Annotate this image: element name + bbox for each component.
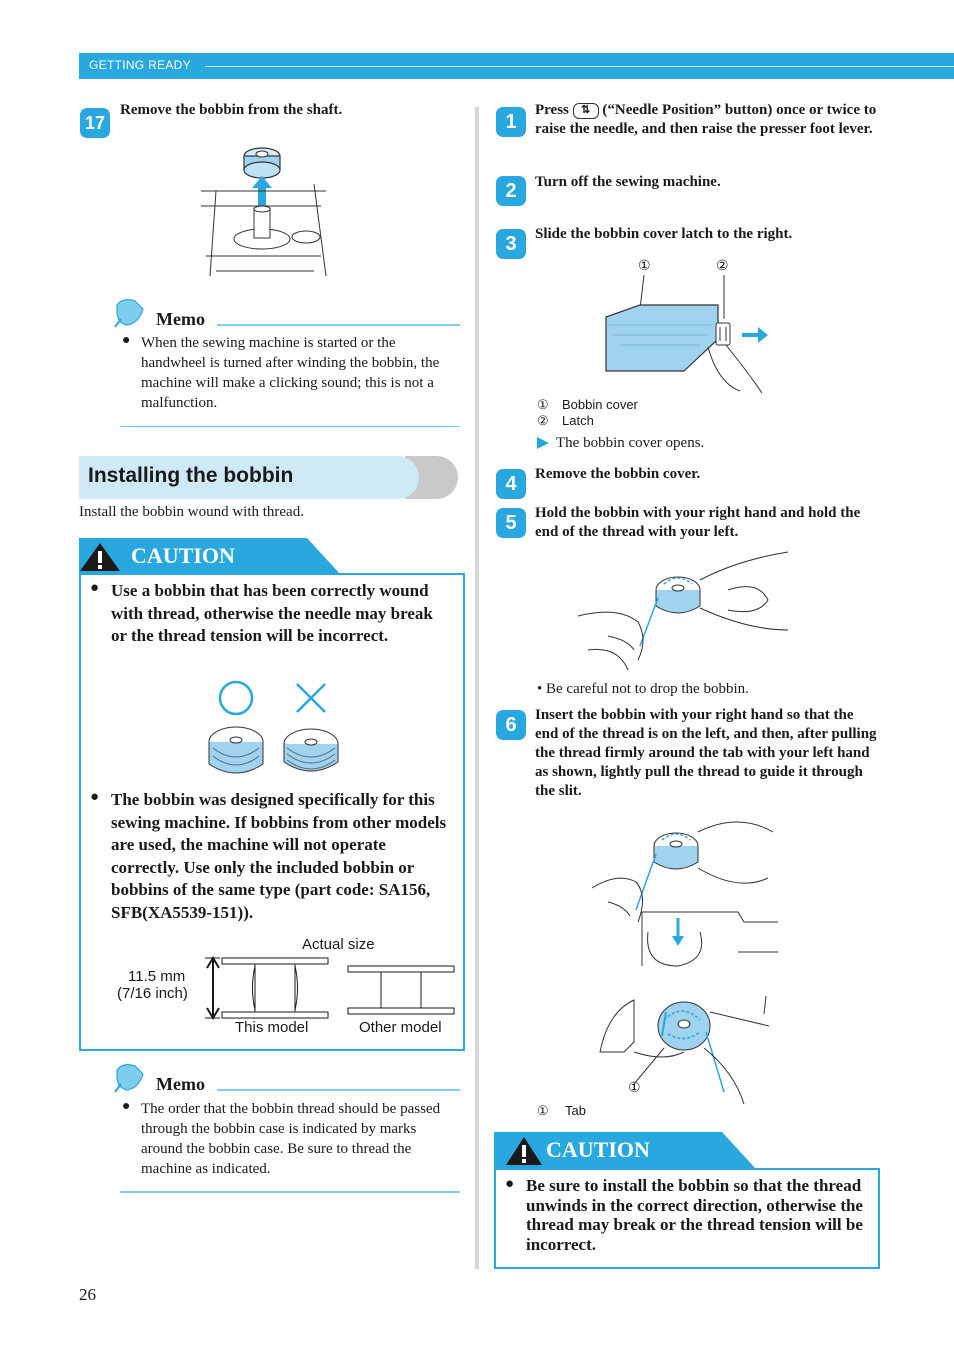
bullet-dot: ● xyxy=(505,1176,515,1192)
memo-icon xyxy=(113,297,147,329)
step-1-text-a: Press xyxy=(535,102,569,118)
step-5-note: • Be careful not to drop the bobbin. xyxy=(537,681,749,697)
callout-2: ② xyxy=(716,257,729,273)
step-number-1: 1 xyxy=(496,107,526,137)
legend-6-mark: ① xyxy=(537,1103,549,1118)
insert-bobbin-illustration xyxy=(588,812,778,972)
bullet-dot: ● xyxy=(122,333,131,348)
step-number-6: 6 xyxy=(496,710,526,740)
legend-3-label-2: Latch xyxy=(562,413,594,428)
caution-item-2: The bobbin was designed specifically for this sewing machine. If bobbins from other models are used, the machine will not operate correctly. Use only the included bobbin or bobbins of the same type (part code: SA156, SFB(XA5539-151)). xyxy=(111,790,447,922)
memo-2-text: The order that the bobbin thread should be passed through the bobbin case is indicated by marks around the bobbin case. Be sure to thread the machine as indicated. xyxy=(141,1101,441,1177)
bobbin-size-comparison xyxy=(200,954,460,1024)
step-2-text: Turn off the sewing machine. xyxy=(535,174,721,190)
step-5-text: Hold the bobbin with your right hand and hold the end of the thread with your left. xyxy=(535,505,861,540)
callout-1: ① xyxy=(638,257,651,273)
section-intro: Install the bobbin wound with thread. xyxy=(79,504,304,520)
result-arrow-icon xyxy=(537,437,549,449)
caution-2-item-1: Be sure to install the bobbin so that the thread unwinds in the correct direction, otherwise the thread may break or the thread tension will be incorrect. xyxy=(526,1176,863,1254)
header-rule xyxy=(205,66,954,67)
caution-title: CAUTION xyxy=(546,1137,650,1162)
caution-title: CAUTION xyxy=(131,543,235,568)
this-model-label: This model xyxy=(235,1019,309,1036)
actual-size-label: Actual size xyxy=(302,936,375,953)
memo-icon xyxy=(113,1062,147,1094)
bobbin-shaft-illustration xyxy=(196,136,336,282)
legend-3-mark-1: ① xyxy=(537,397,549,412)
memo-end-rule xyxy=(120,426,460,427)
step-number-2: 2 xyxy=(496,176,526,206)
section-title: Installing the bobbin xyxy=(88,464,294,487)
step-17-text: Remove the bobbin from the shaft. xyxy=(120,102,343,118)
page-number: 26 xyxy=(79,1285,96,1304)
legend-6-label: Tab xyxy=(565,1103,586,1118)
bobbin-correct-incorrect-illustration xyxy=(205,678,365,784)
memo-title: Memo xyxy=(156,1074,205,1094)
hold-bobbin-illustration xyxy=(578,550,793,675)
dimension-mm: 11.5 mm xyxy=(128,968,186,985)
column-divider xyxy=(475,107,479,1269)
memo-rule xyxy=(217,1089,460,1091)
caution-item-1: Use a bobbin that has been correctly wound with thread, otherwise the needle may break or the thread tension will be incorrect. xyxy=(111,581,433,645)
memo-rule xyxy=(217,324,460,326)
needle-position-icon: ⇅ xyxy=(573,103,599,119)
bullet-dot: ● xyxy=(90,580,100,596)
other-model-label: Other model xyxy=(359,1019,442,1036)
callout-tab: ① xyxy=(628,1079,641,1095)
bobbin-cover-illustration xyxy=(600,275,770,393)
header-section-label: GETTING READY xyxy=(89,58,191,72)
step-number-5: 5 xyxy=(496,508,526,538)
step-1-text-b: (“Needle Position” button) once or twice to raise the needle, and then raise the presser foot lever. xyxy=(535,102,877,137)
step-number-17: 17 xyxy=(80,108,110,138)
legend-3-mark-2: ② xyxy=(537,413,549,428)
step-3-text: Slide the bobbin cover latch to the right. xyxy=(535,226,793,242)
step-3-result: The bobbin cover opens. xyxy=(556,435,705,451)
memo-title: Memo xyxy=(156,309,205,329)
step-6-text: Insert the bobbin with your right hand so that the end of the thread is on the left, and then, after pulling the thread firmly around the tab with your left hand as shown, lightly pull the thread to guide it through the slit. xyxy=(535,707,877,799)
step-1-text xyxy=(535,101,880,139)
bullet-dot: ● xyxy=(122,1099,131,1114)
memo-end-rule xyxy=(120,1191,460,1193)
bullet-dot: ● xyxy=(90,789,100,805)
thread-tab-illustration xyxy=(594,992,774,1104)
step-4-text: Remove the bobbin cover. xyxy=(535,466,701,482)
dimension-inch: (7/16 inch) xyxy=(117,985,188,1002)
memo-1-text: When the sewing machine is started or the handwheel is turned after winding the bobbin, the machine will make a clicking sound; this is not a malfunction. xyxy=(141,335,440,411)
legend-3-label-1: Bobbin cover xyxy=(562,397,638,412)
step-number-3: 3 xyxy=(496,229,526,259)
step-number-4: 4 xyxy=(496,469,526,499)
